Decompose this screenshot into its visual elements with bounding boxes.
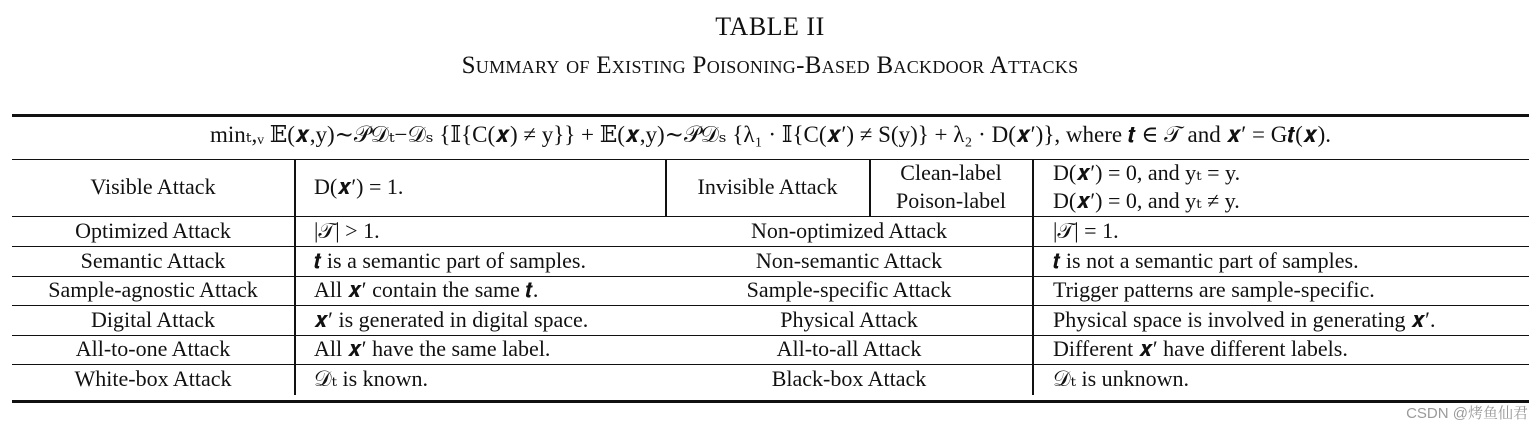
attack-definition: D(𝒙′) = 0, and yₜ = y. [1053,160,1241,185]
attack-name: Sample-specific Attack [746,277,952,302]
attack-definition: D(𝒙′) = 0, and yₜ ≠ y. [1053,188,1240,213]
attack-name: All-to-one Attack [75,336,231,361]
attack-name: Non-optimized Attack [750,218,948,243]
watermark: CSDN @烤鱼仙君 [1406,405,1528,422]
sub-attack-name: Clean-label [900,160,1002,185]
attack-definition: All 𝒙′ contain the same 𝒕. [314,277,539,302]
attack-definition: |𝒯| > 1. [314,218,380,243]
table-label: TABLE II [715,12,825,41]
objective-formula: minₜ,ᵥ 𝔼(𝒙,y)∼𝒫𝒟ₜ−𝒟ₛ {𝕀{C(𝒙) ≠ y}} + 𝔼(𝒙,y)∼𝒫𝒟ₛ {λ₁ · 𝕀{C(𝒙′) ≠ S(y)} + λ₂ · D(𝒙′)}, where 𝒕 ∈ 𝒯 and 𝒙′ = G𝒕(𝒙). [210,122,1331,147]
attack-name: Black-box Attack [771,366,927,391]
attack-name: Visible Attack [90,174,216,199]
attack-name: Physical Attack [780,307,918,332]
attack-definition: |𝒯| = 1. [1053,218,1119,243]
attack-name: Non-semantic Attack [755,248,943,273]
attack-name: All-to-all Attack [776,336,922,361]
attack-name: Invisible Attack [697,174,838,199]
attack-definition: 𝒙′ is generated in digital space. [314,307,589,332]
attack-definition: 𝒟ₜ is unknown. [1053,366,1190,391]
attack-definition: Physical space is involved in generating 𝒙′. [1053,307,1436,332]
attack-definition: 𝒟ₜ is known. [314,366,429,391]
column-divider [294,160,296,395]
attack-definition: Trigger patterns are sample-specific. [1053,277,1375,302]
attack-definition: Different 𝒙′ have different labels. [1053,336,1348,361]
table-caption: Summary of Existing Poisoning-Based Backdoor Attacks [461,52,1079,79]
attack-definition: 𝒕 is not a semantic part of samples. [1053,248,1359,273]
attack-name: Digital Attack [90,307,216,332]
bottom-rule [12,400,1529,403]
attack-definition: All 𝒙′ have the same label. [314,336,551,361]
column-divider [1032,160,1034,395]
top-rule [12,114,1529,117]
attack-name: Sample-agnostic Attack [48,277,258,302]
attack-definition: D(𝒙′) = 1. [314,174,404,199]
attack-name: White-box Attack [74,366,232,391]
attack-name: Semantic Attack [80,248,226,273]
sub-attack-name: Poison-label [896,188,1006,213]
attack-definition: 𝒕 is a semantic part of samples. [314,248,586,273]
attack-name: Optimized Attack [75,218,231,243]
formula-rule [12,159,1529,160]
